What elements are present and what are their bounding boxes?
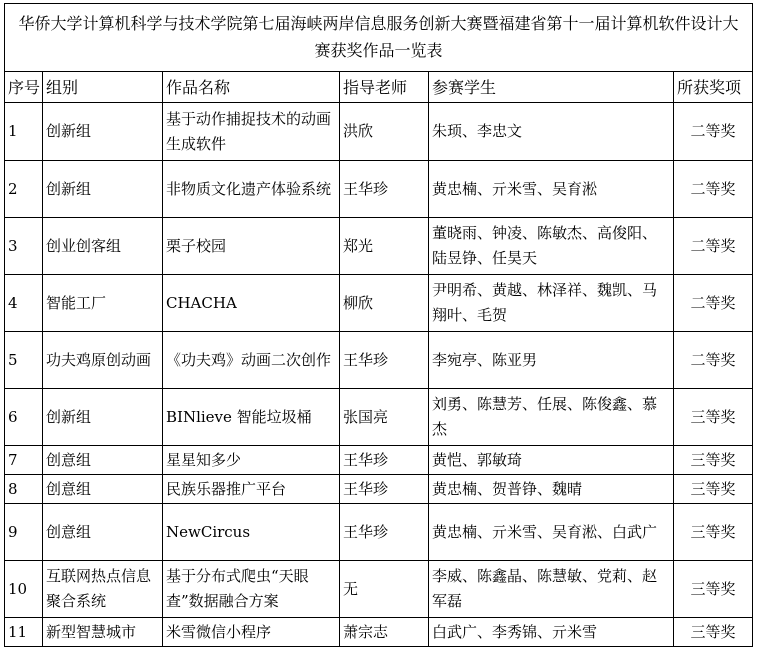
cell-students: 黄忠楠、贺普铮、魏晴: [429, 475, 674, 504]
cell-group: 创意组: [43, 446, 163, 475]
cell-work: 基于动作捕捉技术的动画生成软件: [163, 103, 340, 161]
cell-index: 9: [5, 504, 43, 561]
cell-advisor: 张国亮: [340, 389, 429, 446]
cell-advisor: 王华珍: [340, 504, 429, 561]
cell-index: 11: [5, 618, 43, 647]
cell-group: 功夫鸡原创动画: [43, 332, 163, 389]
cell-group: 创新组: [43, 103, 163, 161]
cell-students: 董晓雨、钟凌、陈敏杰、高俊阳、陆昱铮、任昊天: [429, 218, 674, 275]
cell-group: 创新组: [43, 389, 163, 446]
cell-work: CHACHA: [163, 275, 340, 332]
cell-advisor: 萧宗志: [340, 618, 429, 647]
cell-students: 黄恺、郭敏琦: [429, 446, 674, 475]
cell-award: 三等奖: [674, 618, 753, 647]
award-table: [4, 3, 753, 647]
cell-group: 智能工厂: [43, 275, 163, 332]
cell-work: 星星知多少: [163, 446, 340, 475]
cell-students: 黄忠楠、亓米雪、吴育淞、白武广: [429, 504, 674, 561]
cell-advisor: 无: [340, 561, 429, 618]
table-row: [5, 275, 753, 332]
cell-work: 米雪微信小程序: [163, 618, 340, 647]
cell-index: 1: [5, 103, 43, 161]
cell-award: 三等奖: [674, 446, 753, 475]
cell-award: 二等奖: [674, 218, 753, 275]
cell-award: 二等奖: [674, 332, 753, 389]
table-row: [5, 103, 753, 161]
table-row: [5, 389, 753, 446]
header-award: 所获奖项: [674, 72, 753, 103]
cell-students: 朱顼、李忠文: [429, 103, 674, 161]
cell-index: 3: [5, 218, 43, 275]
table-row: [5, 475, 753, 504]
cell-work: 非物质文化遗产体验系统: [163, 161, 340, 218]
cell-award: 三等奖: [674, 504, 753, 561]
table-row: [5, 561, 753, 618]
cell-award: 二等奖: [674, 103, 753, 161]
cell-advisor: 郑光: [340, 218, 429, 275]
table-title: 华侨大学计算机科学与技术学院第七届海峡两岸信息服务创新大赛暨福建省第十一届计算机软件设计大赛获奖作品一览表: [5, 4, 753, 72]
cell-award: 三等奖: [674, 561, 753, 618]
cell-award: 三等奖: [674, 389, 753, 446]
cell-group: 创新组: [43, 161, 163, 218]
cell-advisor: 王华珍: [340, 446, 429, 475]
cell-advisor: 王华珍: [340, 475, 429, 504]
cell-advisor: 洪欣: [340, 103, 429, 161]
cell-work: 《功夫鸡》动画二次创作: [163, 332, 340, 389]
header-index: 序号: [5, 72, 43, 103]
table-row: [5, 504, 753, 561]
table-row: [5, 446, 753, 475]
cell-students: 黄忠楠、亓米雪、吴育淞: [429, 161, 674, 218]
cell-advisor: 王华珍: [340, 161, 429, 218]
header-work: 作品名称: [163, 72, 340, 103]
cell-group: 创意组: [43, 504, 163, 561]
cell-group: 创业创客组: [43, 218, 163, 275]
cell-students: 李威、陈鑫晶、陈慧敏、党莉、赵军磊: [429, 561, 674, 618]
cell-award: 二等奖: [674, 161, 753, 218]
header-row: [5, 72, 753, 103]
cell-students: 尹明希、黄越、林泽祥、魏凯、马翔叶、毛贺: [429, 275, 674, 332]
cell-award: 三等奖: [674, 475, 753, 504]
cell-index: 5: [5, 332, 43, 389]
cell-students: 白武广、李秀锦、亓米雪: [429, 618, 674, 647]
table-row: [5, 618, 753, 647]
cell-work: NewCircus: [163, 504, 340, 561]
cell-students: 刘勇、陈慧芳、任展、陈俊鑫、慕杰: [429, 389, 674, 446]
cell-group: 创意组: [43, 475, 163, 504]
cell-group: 新型智慧城市: [43, 618, 163, 647]
cell-award: 二等奖: [674, 275, 753, 332]
cell-index: 7: [5, 446, 43, 475]
table-row: [5, 161, 753, 218]
cell-work: 民族乐器推广平台: [163, 475, 340, 504]
cell-index: 6: [5, 389, 43, 446]
title-row: [5, 4, 753, 72]
header-students: 参赛学生: [429, 72, 674, 103]
cell-work: 基于分布式爬虫“天眼查”数据融合方案: [163, 561, 340, 618]
cell-students: 李宛亭、陈亚男: [429, 332, 674, 389]
cell-index: 2: [5, 161, 43, 218]
header-group: 组别: [43, 72, 163, 103]
cell-advisor: 王华珍: [340, 332, 429, 389]
cell-index: 10: [5, 561, 43, 618]
cell-index: 4: [5, 275, 43, 332]
table-row: [5, 332, 753, 389]
cell-index: 8: [5, 475, 43, 504]
cell-work: BINlieve 智能垃圾桶: [163, 389, 340, 446]
cell-work: 栗子校园: [163, 218, 340, 275]
header-advisor: 指导老师: [340, 72, 429, 103]
table-row: [5, 218, 753, 275]
cell-advisor: 柳欣: [340, 275, 429, 332]
cell-group: 互联网热点信息聚合系统: [43, 561, 163, 618]
